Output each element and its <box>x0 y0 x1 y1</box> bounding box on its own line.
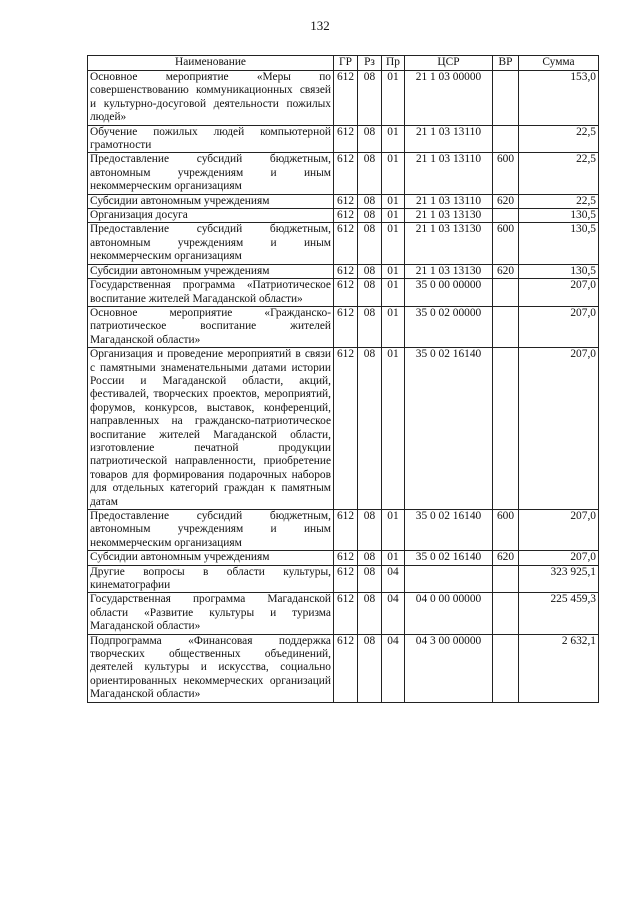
cell-rz: 08 <box>358 153 382 194</box>
cell-csr: 21 1 03 13130 <box>405 264 493 278</box>
cell-gr: 612 <box>334 634 358 702</box>
budget-table <box>87 55 599 703</box>
cell-sum: 207,0 <box>519 510 599 551</box>
cell-rz: 08 <box>358 551 382 565</box>
col-header-pr: Пр <box>382 56 405 71</box>
cell-name: Организация досуга <box>88 209 334 223</box>
cell-name: Основное мероприятие «Меры по совершенствованию коммуникационных связей и культурно-досуговой деятельности пожилых людей» <box>88 71 334 126</box>
table-row <box>88 153 599 194</box>
cell-csr: 35 0 02 00000 <box>405 306 493 347</box>
cell-vr: 620 <box>493 194 519 208</box>
cell-vr: 600 <box>493 153 519 194</box>
cell-gr: 612 <box>334 209 358 223</box>
cell-vr <box>493 279 519 307</box>
cell-rz: 08 <box>358 223 382 264</box>
page-number: 132 <box>310 18 330 33</box>
col-header-rz: Рз <box>358 56 382 71</box>
cell-sum: 22,5 <box>519 125 599 153</box>
table-row <box>88 306 599 347</box>
cell-sum: 323 925,1 <box>519 565 599 593</box>
cell-gr: 612 <box>334 551 358 565</box>
cell-sum: 130,5 <box>519 264 599 278</box>
cell-name: Государственная программа «Патриотическое воспитание жителей Магаданской области» <box>88 279 334 307</box>
cell-pr: 01 <box>382 551 405 565</box>
cell-rz: 08 <box>358 593 382 634</box>
cell-gr: 612 <box>334 264 358 278</box>
cell-sum: 207,0 <box>519 279 599 307</box>
cell-sum: 2 632,1 <box>519 634 599 702</box>
cell-gr: 612 <box>334 565 358 593</box>
cell-vr: 620 <box>493 264 519 278</box>
cell-csr: 04 3 00 00000 <box>405 634 493 702</box>
cell-gr: 612 <box>334 306 358 347</box>
cell-name: Другие вопросы в области культуры, кинематографии <box>88 565 334 593</box>
cell-name: Подпрограмма «Финансовая поддержка творческих общественных объединений, деятелей культуры и искусства, социально ориентированных некоммерческих организаций Магаданской области» <box>88 634 334 702</box>
cell-csr: 21 1 03 13110 <box>405 194 493 208</box>
cell-name: Основное мероприятие «Гражданско-патриотическое воспитание жителей Магаданской области» <box>88 306 334 347</box>
cell-vr <box>493 306 519 347</box>
cell-gr: 612 <box>334 348 358 510</box>
cell-pr: 01 <box>382 279 405 307</box>
cell-csr: 04 0 00 00000 <box>405 593 493 634</box>
cell-vr <box>493 209 519 223</box>
cell-sum: 153,0 <box>519 71 599 126</box>
cell-name: Предоставление субсидий бюджетным, автономным учреждениям и иным некоммерческим организациям <box>88 223 334 264</box>
cell-sum: 130,5 <box>519 223 599 264</box>
cell-gr: 612 <box>334 279 358 307</box>
cell-csr: 35 0 02 16140 <box>405 510 493 551</box>
cell-rz: 08 <box>358 306 382 347</box>
cell-rz: 08 <box>358 125 382 153</box>
cell-pr: 01 <box>382 306 405 347</box>
cell-sum: 130,5 <box>519 209 599 223</box>
cell-pr: 01 <box>382 223 405 264</box>
table-row <box>88 348 599 510</box>
cell-csr: 35 0 02 16140 <box>405 348 493 510</box>
col-header-vr: ВР <box>493 56 519 71</box>
cell-csr: 35 0 00 00000 <box>405 279 493 307</box>
cell-csr: 21 1 03 13130 <box>405 209 493 223</box>
col-header-gr: ГР <box>334 56 358 71</box>
table-row <box>88 551 599 565</box>
cell-gr: 612 <box>334 71 358 126</box>
cell-csr: 21 1 03 00000 <box>405 71 493 126</box>
cell-rz: 08 <box>358 194 382 208</box>
cell-pr: 04 <box>382 634 405 702</box>
cell-rz: 08 <box>358 510 382 551</box>
table-row <box>88 264 599 278</box>
cell-name: Предоставление субсидий бюджетным, автономным учреждениям и иным некоммерческим организациям <box>88 153 334 194</box>
cell-gr: 612 <box>334 194 358 208</box>
table-header-row <box>88 56 599 71</box>
cell-vr: 600 <box>493 223 519 264</box>
cell-name: Субсидии автономным учреждениям <box>88 194 334 208</box>
table-row <box>88 279 599 307</box>
cell-vr <box>493 634 519 702</box>
table-row <box>88 194 599 208</box>
cell-pr: 01 <box>382 194 405 208</box>
cell-sum: 207,0 <box>519 348 599 510</box>
cell-vr <box>493 348 519 510</box>
table-row <box>88 565 599 593</box>
cell-rz: 08 <box>358 71 382 126</box>
cell-rz: 08 <box>358 565 382 593</box>
table-row <box>88 71 599 126</box>
cell-name: Субсидии автономным учреждениям <box>88 264 334 278</box>
table-body <box>88 71 599 703</box>
cell-vr: 600 <box>493 510 519 551</box>
cell-name: Организация и проведение мероприятий в связи с памятными знаменательными датами истории России и Магаданской области, акций, фестивалей, творческих проектов, мероприятий, форумов, конкурсов, выставок, конференций, направленных на гражданско-патриотическое воспитание жителей Магаданской области, изготовление печатной продукции патриотической направленности, приобретение товаров для формирования подарочных наборов для отдельных категорий граждан к памятным датам <box>88 348 334 510</box>
cell-pr: 01 <box>382 71 405 126</box>
cell-sum: 207,0 <box>519 306 599 347</box>
cell-gr: 612 <box>334 125 358 153</box>
cell-sum: 207,0 <box>519 551 599 565</box>
cell-vr <box>493 593 519 634</box>
cell-sum: 22,5 <box>519 153 599 194</box>
cell-name: Обучение пожилых людей компьютерной грамотности <box>88 125 334 153</box>
cell-rz: 08 <box>358 264 382 278</box>
cell-name: Субсидии автономным учреждениям <box>88 551 334 565</box>
cell-pr: 01 <box>382 348 405 510</box>
cell-vr: 620 <box>493 551 519 565</box>
cell-sum: 225 459,3 <box>519 593 599 634</box>
cell-rz: 08 <box>358 634 382 702</box>
cell-pr: 04 <box>382 565 405 593</box>
cell-vr <box>493 565 519 593</box>
cell-vr <box>493 71 519 126</box>
cell-gr: 612 <box>334 223 358 264</box>
cell-pr: 01 <box>382 153 405 194</box>
cell-csr: 21 1 03 13110 <box>405 153 493 194</box>
cell-rz: 08 <box>358 209 382 223</box>
col-header-sum: Сумма <box>519 56 599 71</box>
cell-pr: 01 <box>382 125 405 153</box>
cell-csr <box>405 565 493 593</box>
cell-name: Предоставление субсидий бюджетным, автономным учреждениям и иным некоммерческим организациям <box>88 510 334 551</box>
cell-gr: 612 <box>334 153 358 194</box>
table-row <box>88 209 599 223</box>
col-header-name: Наименование <box>88 56 334 71</box>
cell-csr: 21 1 03 13110 <box>405 125 493 153</box>
cell-sum: 22,5 <box>519 194 599 208</box>
table-row <box>88 510 599 551</box>
cell-pr: 01 <box>382 209 405 223</box>
cell-pr: 04 <box>382 593 405 634</box>
cell-csr: 21 1 03 13130 <box>405 223 493 264</box>
cell-pr: 01 <box>382 264 405 278</box>
cell-gr: 612 <box>334 510 358 551</box>
cell-name: Государственная программа Магаданской области «Развитие культуры и туризма Магаданской области» <box>88 593 334 634</box>
table-row <box>88 223 599 264</box>
cell-rz: 08 <box>358 279 382 307</box>
cell-vr <box>493 125 519 153</box>
table-row <box>88 125 599 153</box>
col-header-csr: ЦСР <box>405 56 493 71</box>
table-row <box>88 634 599 702</box>
cell-csr: 35 0 02 16140 <box>405 551 493 565</box>
cell-rz: 08 <box>358 348 382 510</box>
cell-gr: 612 <box>334 593 358 634</box>
table-row <box>88 593 599 634</box>
cell-pr: 01 <box>382 510 405 551</box>
